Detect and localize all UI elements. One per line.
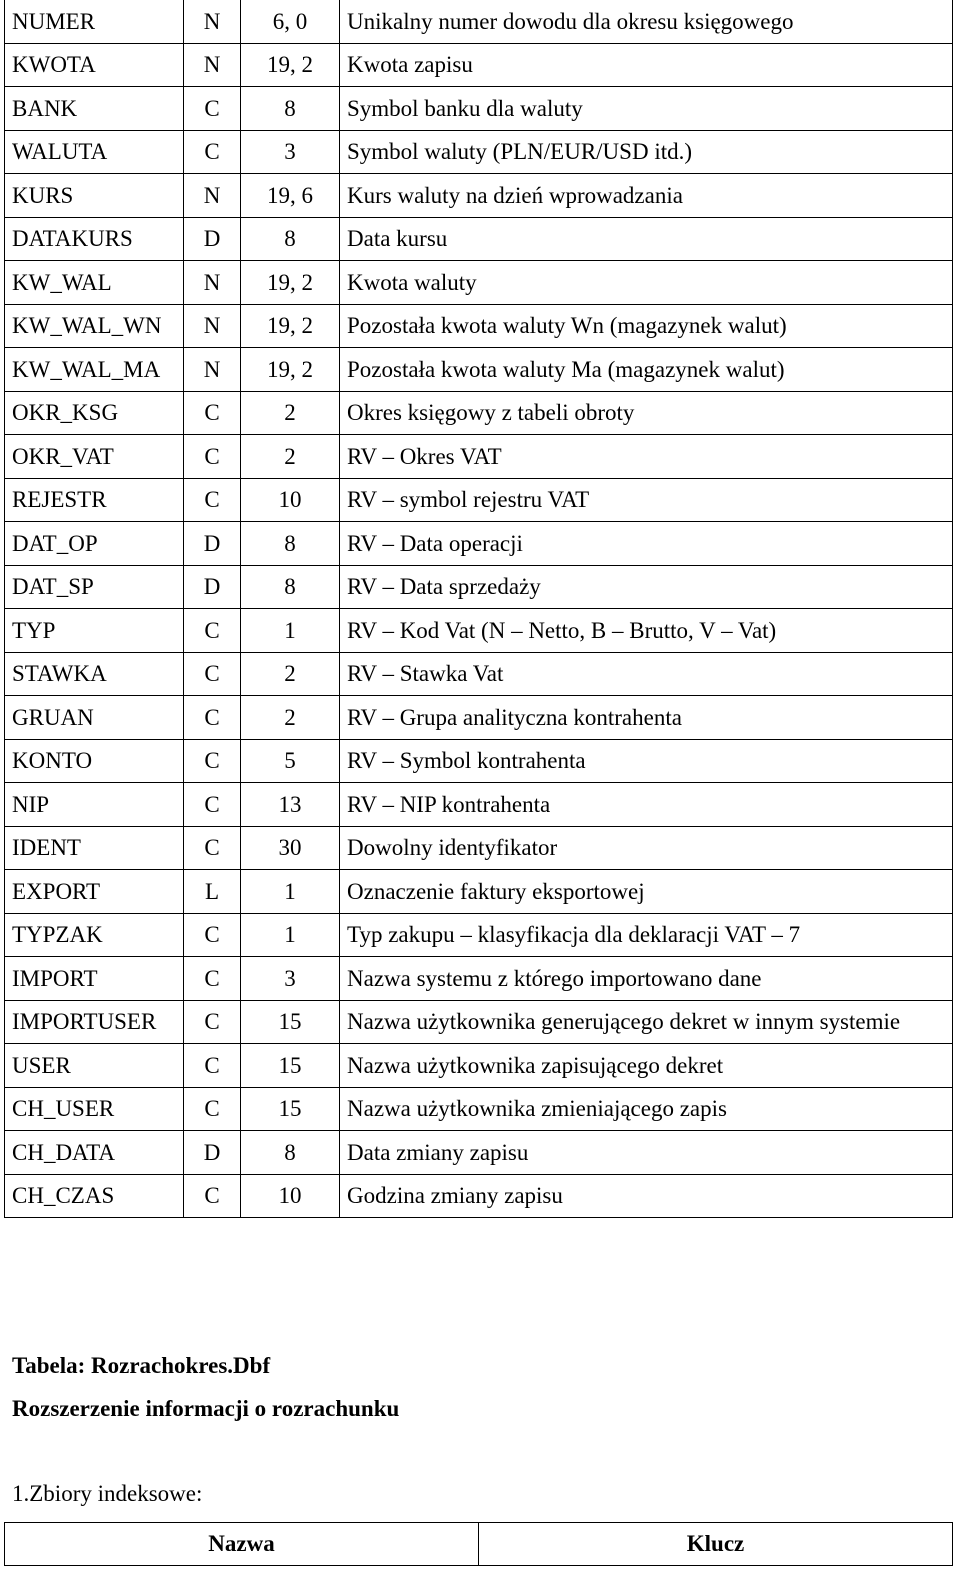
field-desc-cell: RV – Data sprzedaży <box>340 565 953 609</box>
table-row <box>5 609 953 653</box>
table-row <box>5 1131 953 1175</box>
field-name-cell: DAT_OP <box>5 522 184 566</box>
field-desc-cell: RV – Grupa analityczna kontrahenta <box>340 696 953 740</box>
field-size-cell: 2 <box>241 696 340 740</box>
field-size-cell: 3 <box>241 130 340 174</box>
field-size-cell: 2 <box>241 652 340 696</box>
field-name-cell: CH_USER <box>5 1087 184 1131</box>
field-name-cell: TYPZAK <box>5 913 184 957</box>
field-size-cell: 2 <box>241 391 340 435</box>
field-size-cell: 1 <box>241 870 340 914</box>
field-desc-cell: Data kursu <box>340 217 953 261</box>
field-desc-cell: Data zmiany zapisu <box>340 1131 953 1175</box>
table-row <box>5 348 953 392</box>
field-desc-cell: Pozostała kwota waluty Ma (magazynek walut) <box>340 348 953 392</box>
field-name-cell: BANK <box>5 87 184 131</box>
field-rows <box>5 0 953 1218</box>
field-size-cell: 8 <box>241 565 340 609</box>
field-desc-cell: Kurs waluty na dzień wprowadzania <box>340 174 953 218</box>
field-desc-cell: Pozostała kwota waluty Wn (magazynek walut) <box>340 304 953 348</box>
field-desc-cell: RV – NIP kontrahenta <box>340 783 953 827</box>
table-row <box>5 913 953 957</box>
field-type-cell: C <box>184 739 241 783</box>
field-size-cell: 19, 2 <box>241 304 340 348</box>
field-size-cell: 15 <box>241 1000 340 1044</box>
field-desc-cell: Kwota waluty <box>340 261 953 305</box>
table-row <box>5 696 953 740</box>
index-header-name: Nazwa <box>5 1523 479 1566</box>
table-row <box>5 0 953 43</box>
field-type-cell: C <box>184 87 241 131</box>
field-type-cell: N <box>184 261 241 305</box>
field-type-cell: C <box>184 957 241 1001</box>
field-type-cell: C <box>184 652 241 696</box>
field-size-cell: 6, 0 <box>241 0 340 43</box>
table-row <box>5 957 953 1001</box>
field-type-cell: D <box>184 1131 241 1175</box>
field-size-cell: 15 <box>241 1087 340 1131</box>
field-name-cell: NUMER <box>5 0 184 43</box>
field-name-cell: WALUTA <box>5 130 184 174</box>
table-row <box>5 130 953 174</box>
table-row <box>5 565 953 609</box>
field-name-cell: IMPORT <box>5 957 184 1001</box>
table-row <box>5 826 953 870</box>
field-desc-cell: Oznaczenie faktury eksportowej <box>340 870 953 914</box>
field-desc-cell: Nazwa użytkownika zapisującego dekret <box>340 1044 953 1088</box>
table-row <box>5 391 953 435</box>
field-name-cell: NIP <box>5 783 184 827</box>
field-size-cell: 10 <box>241 1174 340 1218</box>
field-name-cell: CH_CZAS <box>5 1174 184 1218</box>
field-type-cell: C <box>184 913 241 957</box>
field-name-cell: EXPORT <box>5 870 184 914</box>
table-row <box>5 739 953 783</box>
field-desc-cell: Typ zakupu – klasyfikacja dla deklaracji VAT – 7 <box>340 913 953 957</box>
field-desc-cell: Unikalny numer dowodu dla okresu księgowego <box>340 0 953 43</box>
field-size-cell: 8 <box>241 1131 340 1175</box>
table-row <box>5 1087 953 1131</box>
table-row <box>5 304 953 348</box>
field-type-cell: C <box>184 1044 241 1088</box>
field-size-cell: 30 <box>241 826 340 870</box>
field-type-cell: C <box>184 435 241 479</box>
index-header-row <box>5 1523 953 1566</box>
field-desc-cell: RV – Stawka Vat <box>340 652 953 696</box>
table-row <box>5 261 953 305</box>
field-size-cell: 19, 6 <box>241 174 340 218</box>
field-desc-cell: Symbol banku dla waluty <box>340 87 953 131</box>
table-title: Tabela: Rozrachokres.Dbf <box>12 1353 271 1378</box>
field-size-cell: 8 <box>241 522 340 566</box>
field-size-cell: 8 <box>241 217 340 261</box>
field-type-cell: C <box>184 826 241 870</box>
table-row <box>5 522 953 566</box>
field-type-cell: C <box>184 696 241 740</box>
field-desc-cell: Nazwa użytkownika zmieniającego zapis <box>340 1087 953 1131</box>
index-table <box>4 1522 953 1566</box>
field-desc-cell: RV – Okres VAT <box>340 435 953 479</box>
field-type-cell: N <box>184 348 241 392</box>
field-type-cell: C <box>184 1000 241 1044</box>
table-row <box>5 87 953 131</box>
field-desc-cell: Symbol waluty (PLN/EUR/USD itd.) <box>340 130 953 174</box>
field-size-cell: 19, 2 <box>241 348 340 392</box>
field-type-cell: L <box>184 870 241 914</box>
field-definitions-table <box>4 0 953 1218</box>
table-row <box>5 652 953 696</box>
field-size-cell: 15 <box>241 1044 340 1088</box>
field-name-cell: IMPORTUSER <box>5 1000 184 1044</box>
table-row <box>5 174 953 218</box>
field-desc-cell: Nazwa systemu z którego importowano dane <box>340 957 953 1001</box>
field-name-cell: STAWKA <box>5 652 184 696</box>
field-type-cell: N <box>184 0 241 43</box>
field-name-cell: KURS <box>5 174 184 218</box>
field-name-cell: USER <box>5 1044 184 1088</box>
field-type-cell: C <box>184 478 241 522</box>
field-size-cell: 1 <box>241 913 340 957</box>
field-name-cell: KW_WAL_MA <box>5 348 184 392</box>
field-type-cell: C <box>184 391 241 435</box>
field-name-cell: TYP <box>5 609 184 653</box>
field-type-cell: D <box>184 565 241 609</box>
field-desc-cell: Okres księgowy z tabeli obroty <box>340 391 953 435</box>
field-name-cell: KW_WAL_WN <box>5 304 184 348</box>
field-size-cell: 19, 2 <box>241 43 340 87</box>
table-row <box>5 217 953 261</box>
field-size-cell: 8 <box>241 87 340 131</box>
table-row <box>5 1000 953 1044</box>
field-name-cell: KWOTA <box>5 43 184 87</box>
field-size-cell: 10 <box>241 478 340 522</box>
field-desc-cell: Godzina zmiany zapisu <box>340 1174 953 1218</box>
field-size-cell: 19, 2 <box>241 261 340 305</box>
table-row <box>5 478 953 522</box>
field-name-cell: IDENT <box>5 826 184 870</box>
field-type-cell: C <box>184 783 241 827</box>
field-type-cell: N <box>184 174 241 218</box>
field-desc-cell: RV – Symbol kontrahenta <box>340 739 953 783</box>
field-size-cell: 13 <box>241 783 340 827</box>
field-type-cell: N <box>184 304 241 348</box>
field-desc-cell: Dowolny identyfikator <box>340 826 953 870</box>
field-desc-cell: RV – symbol rejestru VAT <box>340 478 953 522</box>
field-desc-cell: RV – Kod Vat (N – Netto, B – Brutto, V – Vat) <box>340 609 953 653</box>
index-section-label: 1.Zbiory indeksowe: <box>12 1481 203 1506</box>
field-type-cell: C <box>184 1174 241 1218</box>
table-row <box>5 43 953 87</box>
field-size-cell: 2 <box>241 435 340 479</box>
field-name-cell: REJESTR <box>5 478 184 522</box>
field-desc-cell: Kwota zapisu <box>340 43 953 87</box>
field-type-cell: D <box>184 217 241 261</box>
field-type-cell: C <box>184 609 241 653</box>
field-size-cell: 1 <box>241 609 340 653</box>
field-size-cell: 5 <box>241 739 340 783</box>
field-name-cell: OKR_KSG <box>5 391 184 435</box>
table-row <box>5 783 953 827</box>
field-name-cell: GRUAN <box>5 696 184 740</box>
index-header-key: Klucz <box>479 1523 953 1566</box>
table-row <box>5 870 953 914</box>
field-name-cell: DATAKURS <box>5 217 184 261</box>
field-desc-cell: RV – Data operacji <box>340 522 953 566</box>
field-name-cell: OKR_VAT <box>5 435 184 479</box>
field-name-cell: DAT_SP <box>5 565 184 609</box>
field-type-cell: C <box>184 130 241 174</box>
table-row <box>5 1174 953 1218</box>
field-type-cell: D <box>184 522 241 566</box>
field-name-cell: CH_DATA <box>5 1131 184 1175</box>
field-size-cell: 3 <box>241 957 340 1001</box>
field-name-cell: KONTO <box>5 739 184 783</box>
table-row <box>5 435 953 479</box>
table-subtitle: Rozszerzenie informacji o rozrachunku <box>12 1396 400 1421</box>
field-desc-cell: Nazwa użytkownika generującego dekret w innym systemie <box>340 1000 953 1044</box>
field-name-cell: KW_WAL <box>5 261 184 305</box>
field-type-cell: C <box>184 1087 241 1131</box>
field-type-cell: N <box>184 43 241 87</box>
table-row <box>5 1044 953 1088</box>
